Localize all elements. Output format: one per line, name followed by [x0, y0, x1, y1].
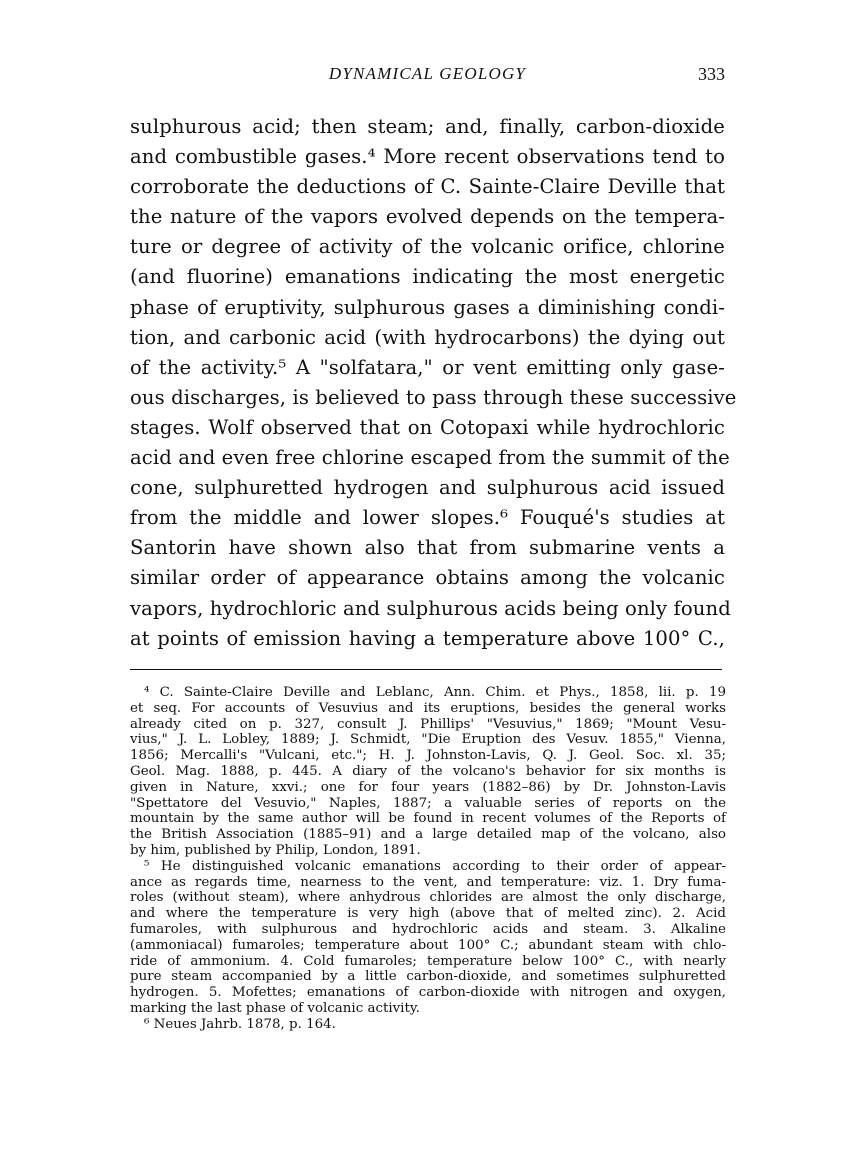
footnote-5-line: ⁵ He distinguished volcanic emanations according to their order of appear- — [144, 858, 726, 874]
body-line: at points of emission having a temperature above 100° C., — [130, 626, 725, 650]
footnote-4-line: mountain by the same author will be found in recent volumes of the Reports of — [130, 811, 726, 827]
body-paragraph — [130, 112, 737, 654]
footnote-5-line: fumaroles, with sulphurous and hydrochloric acids and steam. 3. Alkaline — [130, 921, 726, 937]
body-line: vapors, hydrochloric and sulphurous acids being only found — [130, 596, 731, 620]
footnote-5-line: (ammoniacal) fumaroles; temperature about 100° C.; abundant steam with chlo- — [130, 937, 726, 953]
body-line: tion, and carbonic acid (with hydrocarbons) the dying out — [130, 325, 725, 349]
footnote-5-line: and where the temperature is very high (above that of melted zinc). 2. Acid — [130, 906, 726, 922]
footnote-5-line: pure steam accompanied by a little carbon-dioxide, and sometimes sulphuretted — [130, 969, 726, 985]
body-line: stages. Wolf observed that on Cotopaxi while hydrochloric — [130, 415, 725, 439]
footnote-4-line: Geol. Mag. 1888, p. 445. A diary of the volcano's behavior for six months is — [130, 763, 726, 779]
footnote-4-line: already cited on p. 327, consult J. Phillips' "Vesuvius," 1869; "Mount Vesu- — [130, 716, 726, 732]
footnote-5-line: hydrogen. 5. Mofettes; emanations of carbon-dioxide with nitrogen and oxygen, — [130, 985, 726, 1001]
body-line: sulphurous acid; then steam; and, finally, carbon-dioxide — [130, 115, 725, 138]
footnote-4-line: by him, published by Philip, London, 1891. — [130, 842, 421, 858]
footnote-4-line: "Spettatore del Vesuvio," Naples, 1887; a valuable series of reports on the — [130, 795, 726, 811]
body-line: (and fluorine) emanations indicating the most energetic — [130, 265, 725, 289]
page-header — [130, 64, 725, 90]
body-line: corroborate the deductions of C. Sainte-Claire Deville that — [130, 175, 725, 199]
body-line: acid and even free chlorine escaped from the summit of the — [130, 446, 730, 470]
body-line: of the activity.⁵ A "solfatara," or vent emitting only gase- — [130, 355, 725, 379]
body-line: phase of eruptivity, sulphurous gases a diminishing condi- — [130, 295, 725, 319]
body-line: cone, sulphuretted hydrogen and sulphurous acid issued — [130, 476, 725, 500]
body-line: ture or degree of activity of the volcanic orifice, chlorine — [130, 235, 725, 259]
footnote-4-line: ⁴ C. Sainte-Claire Deville and Leblanc, Ann. Chim. et Phys., 1858, lii. p. 19 — [144, 685, 726, 700]
footnote-4-line: vius," J. L. Lobley, 1889; J. Schmidt, "Die Eruption des Vesuv. 1855," Vienna, — [130, 732, 726, 748]
footnote-5-line: ride of ammonium. 4. Cold fumaroles; temperature below 100° C., with nearly — [130, 953, 726, 969]
page-number: 333 — [698, 64, 725, 84]
footnote-4-line: the British Association (1885–91) and a large detailed map of the volcano, also — [130, 827, 726, 843]
body-line: similar order of appearance obtains among the volcanic — [130, 566, 725, 590]
body-line: the nature of the vapors evolved depends on the tempera- — [130, 205, 725, 229]
body-line: Santorin have shown also that from submarine vents a — [130, 536, 725, 560]
footnote-divider — [130, 669, 722, 670]
footnote-6-line: ⁶ Neues Jahrb. 1878, p. 164. — [144, 1016, 336, 1032]
footnote-5-line: marking the last phase of volcanic activity. — [130, 1000, 420, 1016]
footnote-4-line: et seq. For accounts of Vesuvius and its eruptions, besides the general works — [130, 700, 726, 716]
footnote-5-line: roles (without steam), where anhydrous chlorides are almost the only discharge, — [130, 890, 726, 906]
body-line: from the middle and lower slopes.⁶ Fouqué's studies at — [130, 506, 725, 530]
footnote-5-line: ance as regards time, nearness to the vent, and temperature: viz. 1. Dry fuma- — [130, 874, 726, 890]
footnote-4-line: given in Nature, xxvi.; one for four years (1882–86) by Dr. Johnston-Lavis — [130, 779, 726, 795]
body-line: and combustible gases.⁴ More recent observations tend to — [130, 145, 725, 169]
footnotes — [130, 685, 726, 1033]
running-title: DYNAMICAL GEOLOGY — [328, 64, 527, 83]
footnote-4-line: 1856; Mercalli's "Vulcani, etc."; H. J. Johnston-Lavis, Q. J. Geol. Soc. xl. 35; — [130, 748, 726, 764]
body-line: ous discharges, is believed to pass through these successive — [130, 385, 737, 409]
